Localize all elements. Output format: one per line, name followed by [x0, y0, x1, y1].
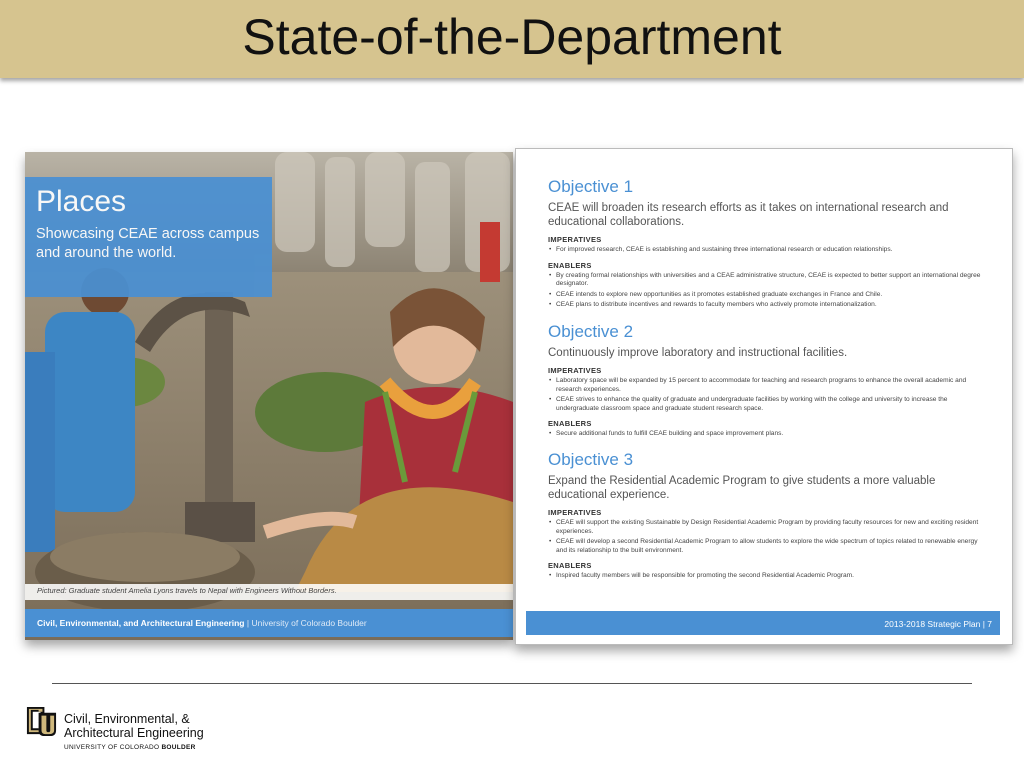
objective-title: Objective 2 — [548, 322, 634, 341]
places-subheading: Showcasing CEAE across campus and around the world. — [36, 226, 260, 261]
enablers-heading: ENABLERS — [548, 260, 592, 270]
footer-dept: Civil, Environmental, and Architectural Engineering — [37, 618, 245, 628]
objective-2 — [548, 322, 988, 439]
bullet-item: • By creating formal relationships with universities and a CEAE administrative structure, CEAE is expected to better support an international degree designator. — [548, 272, 988, 289]
dept-name-line2: Architectural Engineering — [64, 726, 204, 740]
university-name — [64, 744, 196, 751]
dept-name — [64, 712, 204, 740]
objective-subtitle: CEAE will broaden its research efforts as it takes on international research and educational collaborations. — [548, 202, 949, 228]
divider-line — [52, 683, 972, 684]
imperatives-heading: IMPERATIVES — [548, 508, 602, 517]
bullet-item: • For improved research, CEAE is establishing and sustaining three international research or education relationships. — [548, 246, 988, 255]
imperatives-heading: IMPERATIVES — [548, 366, 602, 375]
bullet-item: • CEAE strives to enhance the quality of graduate and undergraduate facilities by working with the college and university to increase the undergraduate classroom space and graduate student research space. — [548, 396, 988, 413]
footer-separator: | — [244, 618, 252, 628]
enablers-heading: ENABLERS — [548, 419, 592, 429]
right-brochure-page — [515, 148, 1013, 645]
places-heading: Places — [36, 185, 127, 218]
left-footer-text — [37, 618, 367, 628]
footer-univ: University of Colorado Boulder — [251, 618, 367, 628]
objective-subtitle: Expand the Residential Academic Program to give students a more valuable educational experience. — [548, 475, 936, 501]
objective-1 — [548, 177, 988, 310]
bullet-item: • Secure additional funds to fulfill CEAE building and space improvement plans. — [548, 430, 988, 439]
dept-name-line1: Civil, Environmental, & — [64, 712, 190, 726]
slide-title: State-of-the-Department — [242, 9, 782, 65]
left-brochure-page — [25, 152, 513, 640]
left-page-footer — [25, 609, 513, 637]
bullet-item: • CEAE will develop a second Residential Academic Program to allow students to explore the wide spectrum of topics related to renewable energy and its relationship to the built environment. — [548, 538, 988, 555]
objective-subtitle: Continuously improve laboratory and instructional facilities. — [548, 347, 848, 359]
bullet-item: • Inspired faculty members will be responsible for promoting the second Residential Academic Program. — [548, 572, 988, 581]
univ-bold: BOULDER — [161, 744, 196, 751]
strategic-plan-footer: 2013-2018 Strategic Plan | 7 — [884, 619, 992, 629]
caption-bar — [25, 584, 513, 600]
cu-logo-icon — [25, 705, 58, 738]
bullet-item: • CEAE intends to explore new opportunities as it promotes established graduate exchanges in France and Chile. — [548, 291, 988, 300]
places-box — [25, 177, 272, 297]
imperatives-heading: IMPERATIVES — [548, 235, 602, 244]
bullet-item: • Laboratory space will be expanded by 15 percent to accommodate for teaching and research programs to enhance the overall academic and research experiences. — [548, 377, 988, 394]
photo-caption: Pictured: Graduate student Amelia Lyons travels to Nepal with Engineers Without Borders. — [37, 586, 337, 595]
univ-prefix: UNIVERSITY OF COLORADO — [64, 744, 162, 751]
objective-3 — [548, 450, 988, 581]
enablers-heading: ENABLERS — [548, 561, 592, 571]
bullet-item: • CEAE plans to distribute incentives and rewards to faculty members who actively promote internationalization. — [548, 301, 988, 310]
right-page-footer — [526, 611, 1000, 635]
objective-title: Objective 3 — [548, 450, 634, 469]
bullet-item: • CEAE will support the existing Sustainable by Design Residential Academic Program by providing faculty resources for new and exciting resident experiences. — [548, 519, 988, 536]
objective-title: Objective 1 — [548, 177, 634, 196]
